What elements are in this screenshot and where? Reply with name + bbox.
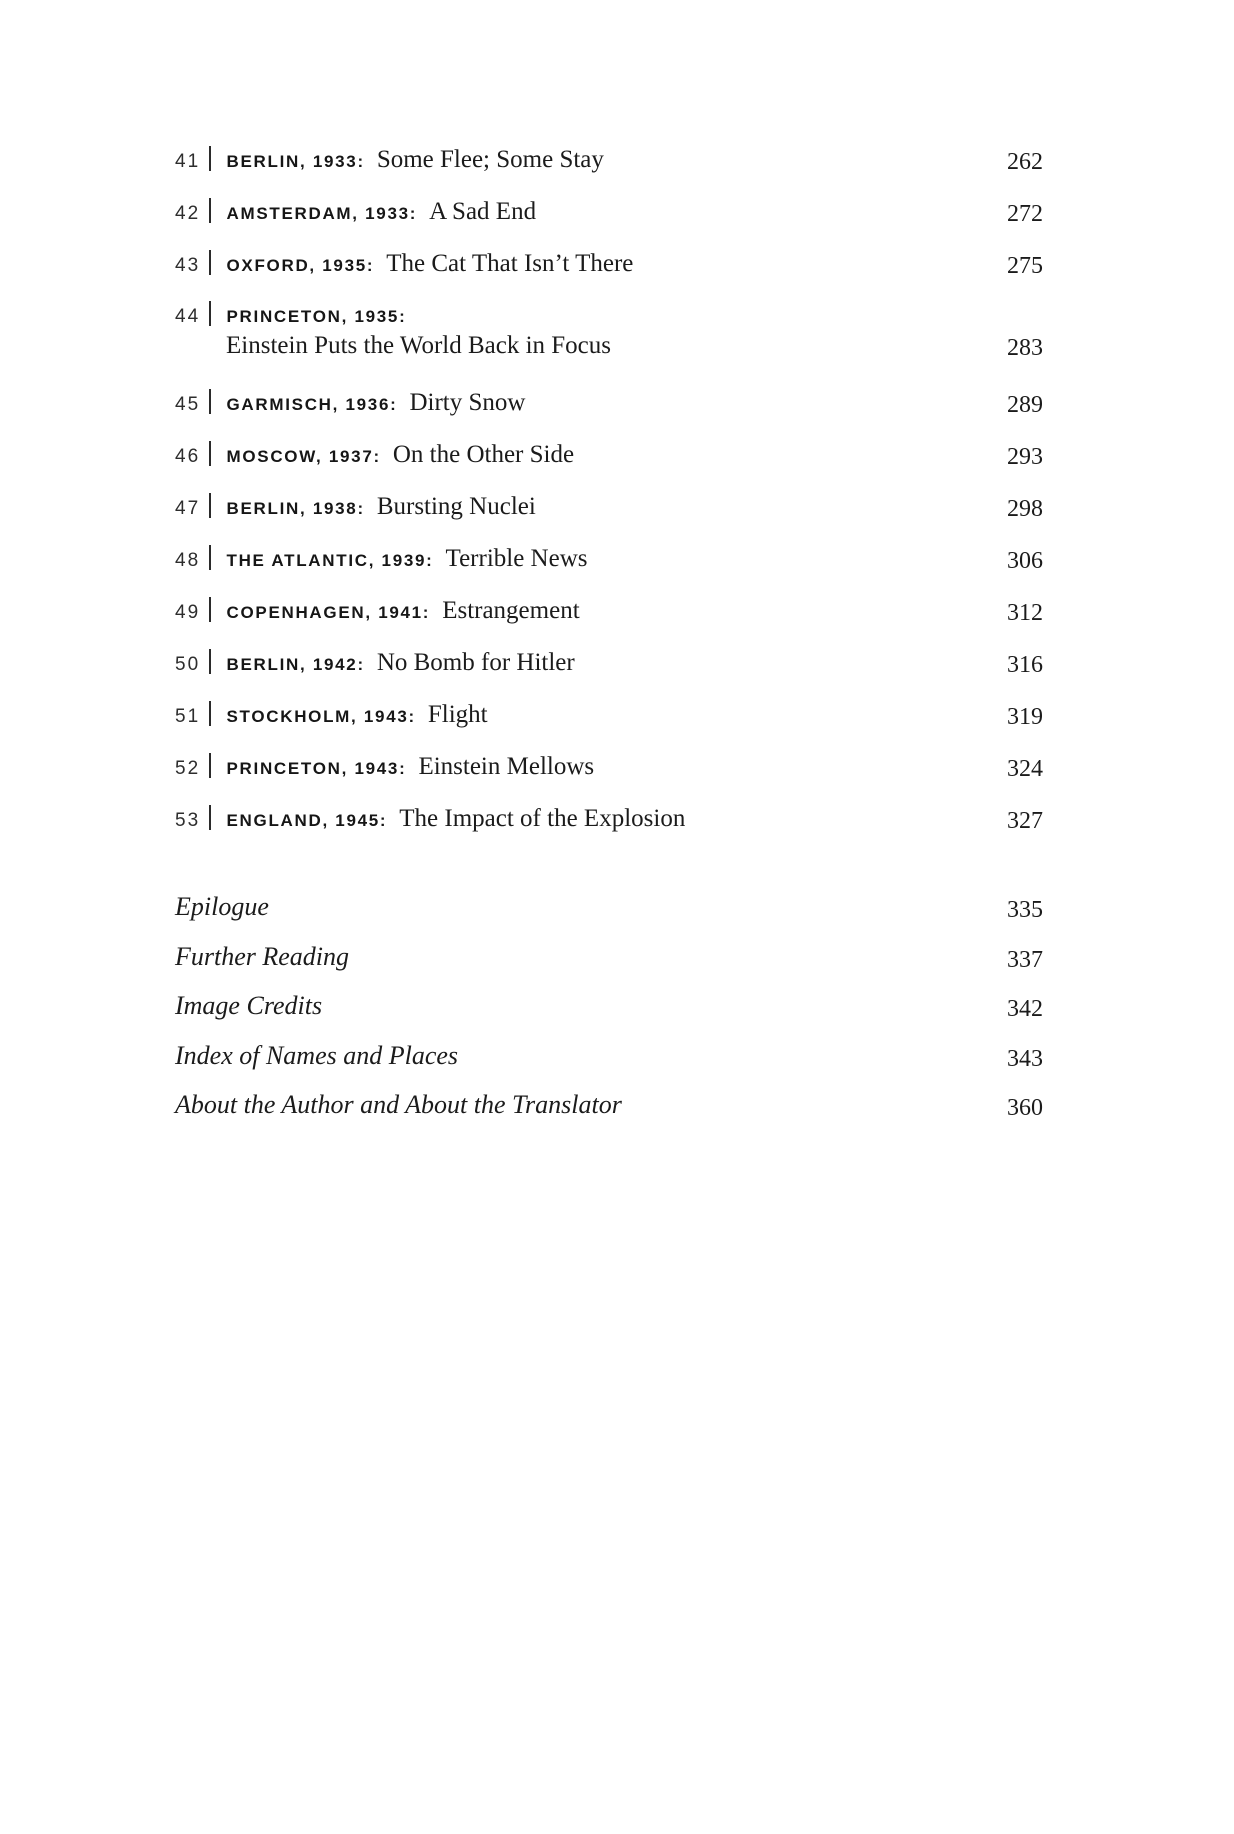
back-matter-row	[175, 934, 1043, 984]
chapter-number: 50	[175, 654, 201, 675]
toc-chapter-row	[175, 374, 1043, 426]
chapter-number: 45	[175, 394, 201, 415]
chapter-page-number: 319	[1007, 704, 1043, 730]
chapter-title: No Bomb for Hitler	[376, 649, 575, 676]
vertical-bar-separator	[209, 301, 211, 326]
toc-chapter-row	[175, 634, 1043, 686]
chapter-location-label: MOSCOW, 1937:	[226, 447, 381, 466]
toc-chapter-row	[175, 183, 1043, 235]
chapter-title: A Sad End	[429, 198, 537, 225]
chapter-page-number: 283	[1007, 335, 1043, 361]
chapter-number: 48	[175, 550, 201, 571]
chapter-title: Einstein Puts the World Back in Focus	[226, 332, 612, 359]
chapter-location-label: PRINCETON, 1943:	[226, 759, 407, 778]
chapter-title: On the Other Side	[392, 441, 575, 468]
vertical-bar-separator	[209, 805, 211, 830]
chapter-page-number: 316	[1007, 652, 1043, 678]
toc-chapter-row	[175, 235, 1043, 287]
vertical-bar-separator	[209, 198, 211, 223]
toc-chapter-row	[175, 686, 1043, 738]
chapter-number: 53	[175, 810, 201, 831]
vertical-bar-separator	[209, 753, 211, 778]
chapter-title: Terrible News	[445, 545, 588, 572]
back-matter-title: Index of Names and Places	[175, 1040, 459, 1070]
chapter-title: Flight	[427, 701, 488, 728]
chapter-location-label: BERLIN, 1938:	[226, 499, 365, 518]
chapter-location-label: OXFORD, 1935:	[226, 256, 375, 275]
chapter-number: 42	[175, 203, 201, 224]
chapter-title: Estrangement	[442, 597, 580, 624]
vertical-bar-separator	[209, 146, 211, 171]
chapter-page-number: 306	[1007, 548, 1043, 574]
back-matter-title: Image Credits	[175, 991, 323, 1021]
back-matter-title: Further Reading	[175, 941, 350, 971]
toc-chapter-row	[175, 478, 1043, 530]
toc-chapter-row	[175, 738, 1043, 790]
back-matter-list	[175, 884, 1043, 1132]
chapter-location-label: GARMISCH, 1936:	[226, 395, 398, 414]
toc-chapter-row	[175, 131, 1043, 183]
chapter-number: 49	[175, 602, 201, 623]
back-matter-title: Epilogue	[175, 892, 269, 921]
chapter-page-number: 272	[1007, 201, 1043, 227]
back-matter-page-number: 343	[1007, 1045, 1043, 1072]
chapter-page-number: 298	[1007, 496, 1043, 522]
chapter-title: Bursting Nuclei	[376, 493, 536, 520]
chapter-page-number: 275	[1007, 253, 1043, 279]
back-matter-page-number: 360	[1007, 1095, 1043, 1122]
chapter-row-line-2	[226, 332, 1043, 367]
back-matter-row	[175, 1082, 1043, 1132]
chapter-number: 47	[175, 498, 201, 519]
toc-chapter-row	[175, 530, 1043, 582]
vertical-bar-separator	[209, 545, 211, 570]
chapter-location-label: AMSTERDAM, 1933:	[226, 204, 418, 223]
back-matter-row	[175, 983, 1043, 1033]
chapter-location-label: COPENHAGEN, 1941:	[226, 603, 431, 622]
vertical-bar-separator	[209, 389, 211, 414]
chapter-page-number: 289	[1007, 392, 1043, 418]
toc-chapter-row	[175, 287, 1043, 374]
toc-chapter-row	[175, 582, 1043, 634]
chapter-title: Dirty Snow	[409, 389, 526, 416]
chapter-number: 44	[175, 306, 201, 327]
vertical-bar-separator	[209, 441, 211, 466]
chapter-page-number: 327	[1007, 808, 1043, 834]
vertical-bar-separator	[209, 493, 211, 518]
chapter-title: Some Flee; Some Stay	[376, 146, 604, 173]
vertical-bar-separator	[209, 701, 211, 726]
chapter-number: 41	[175, 151, 201, 172]
chapter-page-number: 262	[1007, 149, 1043, 175]
chapter-number: 43	[175, 255, 201, 276]
vertical-bar-separator	[209, 250, 211, 275]
back-matter-page-number: 337	[1007, 946, 1043, 973]
toc-chapter-row	[175, 426, 1043, 478]
vertical-bar-separator	[209, 649, 211, 674]
chapter-title: Einstein Mellows	[418, 753, 595, 780]
chapter-location-label: STOCKHOLM, 1943:	[226, 707, 416, 726]
chapter-number: 51	[175, 706, 201, 727]
toc-chapter-row	[175, 790, 1043, 842]
chapter-page-number: 293	[1007, 444, 1043, 470]
chapter-page-number: 324	[1007, 756, 1043, 782]
back-matter-page-number: 335	[1007, 897, 1043, 923]
chapter-location-label: ENGLAND, 1945:	[226, 811, 388, 830]
chapter-location-label: PRINCETON, 1935:	[226, 307, 407, 326]
back-matter-title: About the Author and About the Translator	[175, 1090, 622, 1120]
back-matter-row	[175, 1033, 1043, 1083]
chapter-location-label: BERLIN, 1942:	[226, 655, 365, 674]
chapter-number: 52	[175, 758, 201, 779]
chapter-row-line-1	[175, 297, 1043, 332]
chapter-page-number: 312	[1007, 600, 1043, 626]
back-matter-row	[175, 884, 1043, 934]
chapter-list	[175, 131, 1043, 842]
chapter-title: The Impact of the Explosion	[399, 805, 686, 832]
chapter-number: 46	[175, 446, 201, 467]
vertical-bar-separator	[209, 597, 211, 622]
back-matter-page-number: 342	[1007, 996, 1043, 1023]
chapter-location-label: BERLIN, 1933:	[226, 152, 365, 171]
chapter-title: The Cat That Isn’t There	[386, 250, 634, 277]
table-of-contents-page	[175, 131, 1043, 1132]
chapter-location-label: THE ATLANTIC, 1939:	[226, 551, 434, 570]
